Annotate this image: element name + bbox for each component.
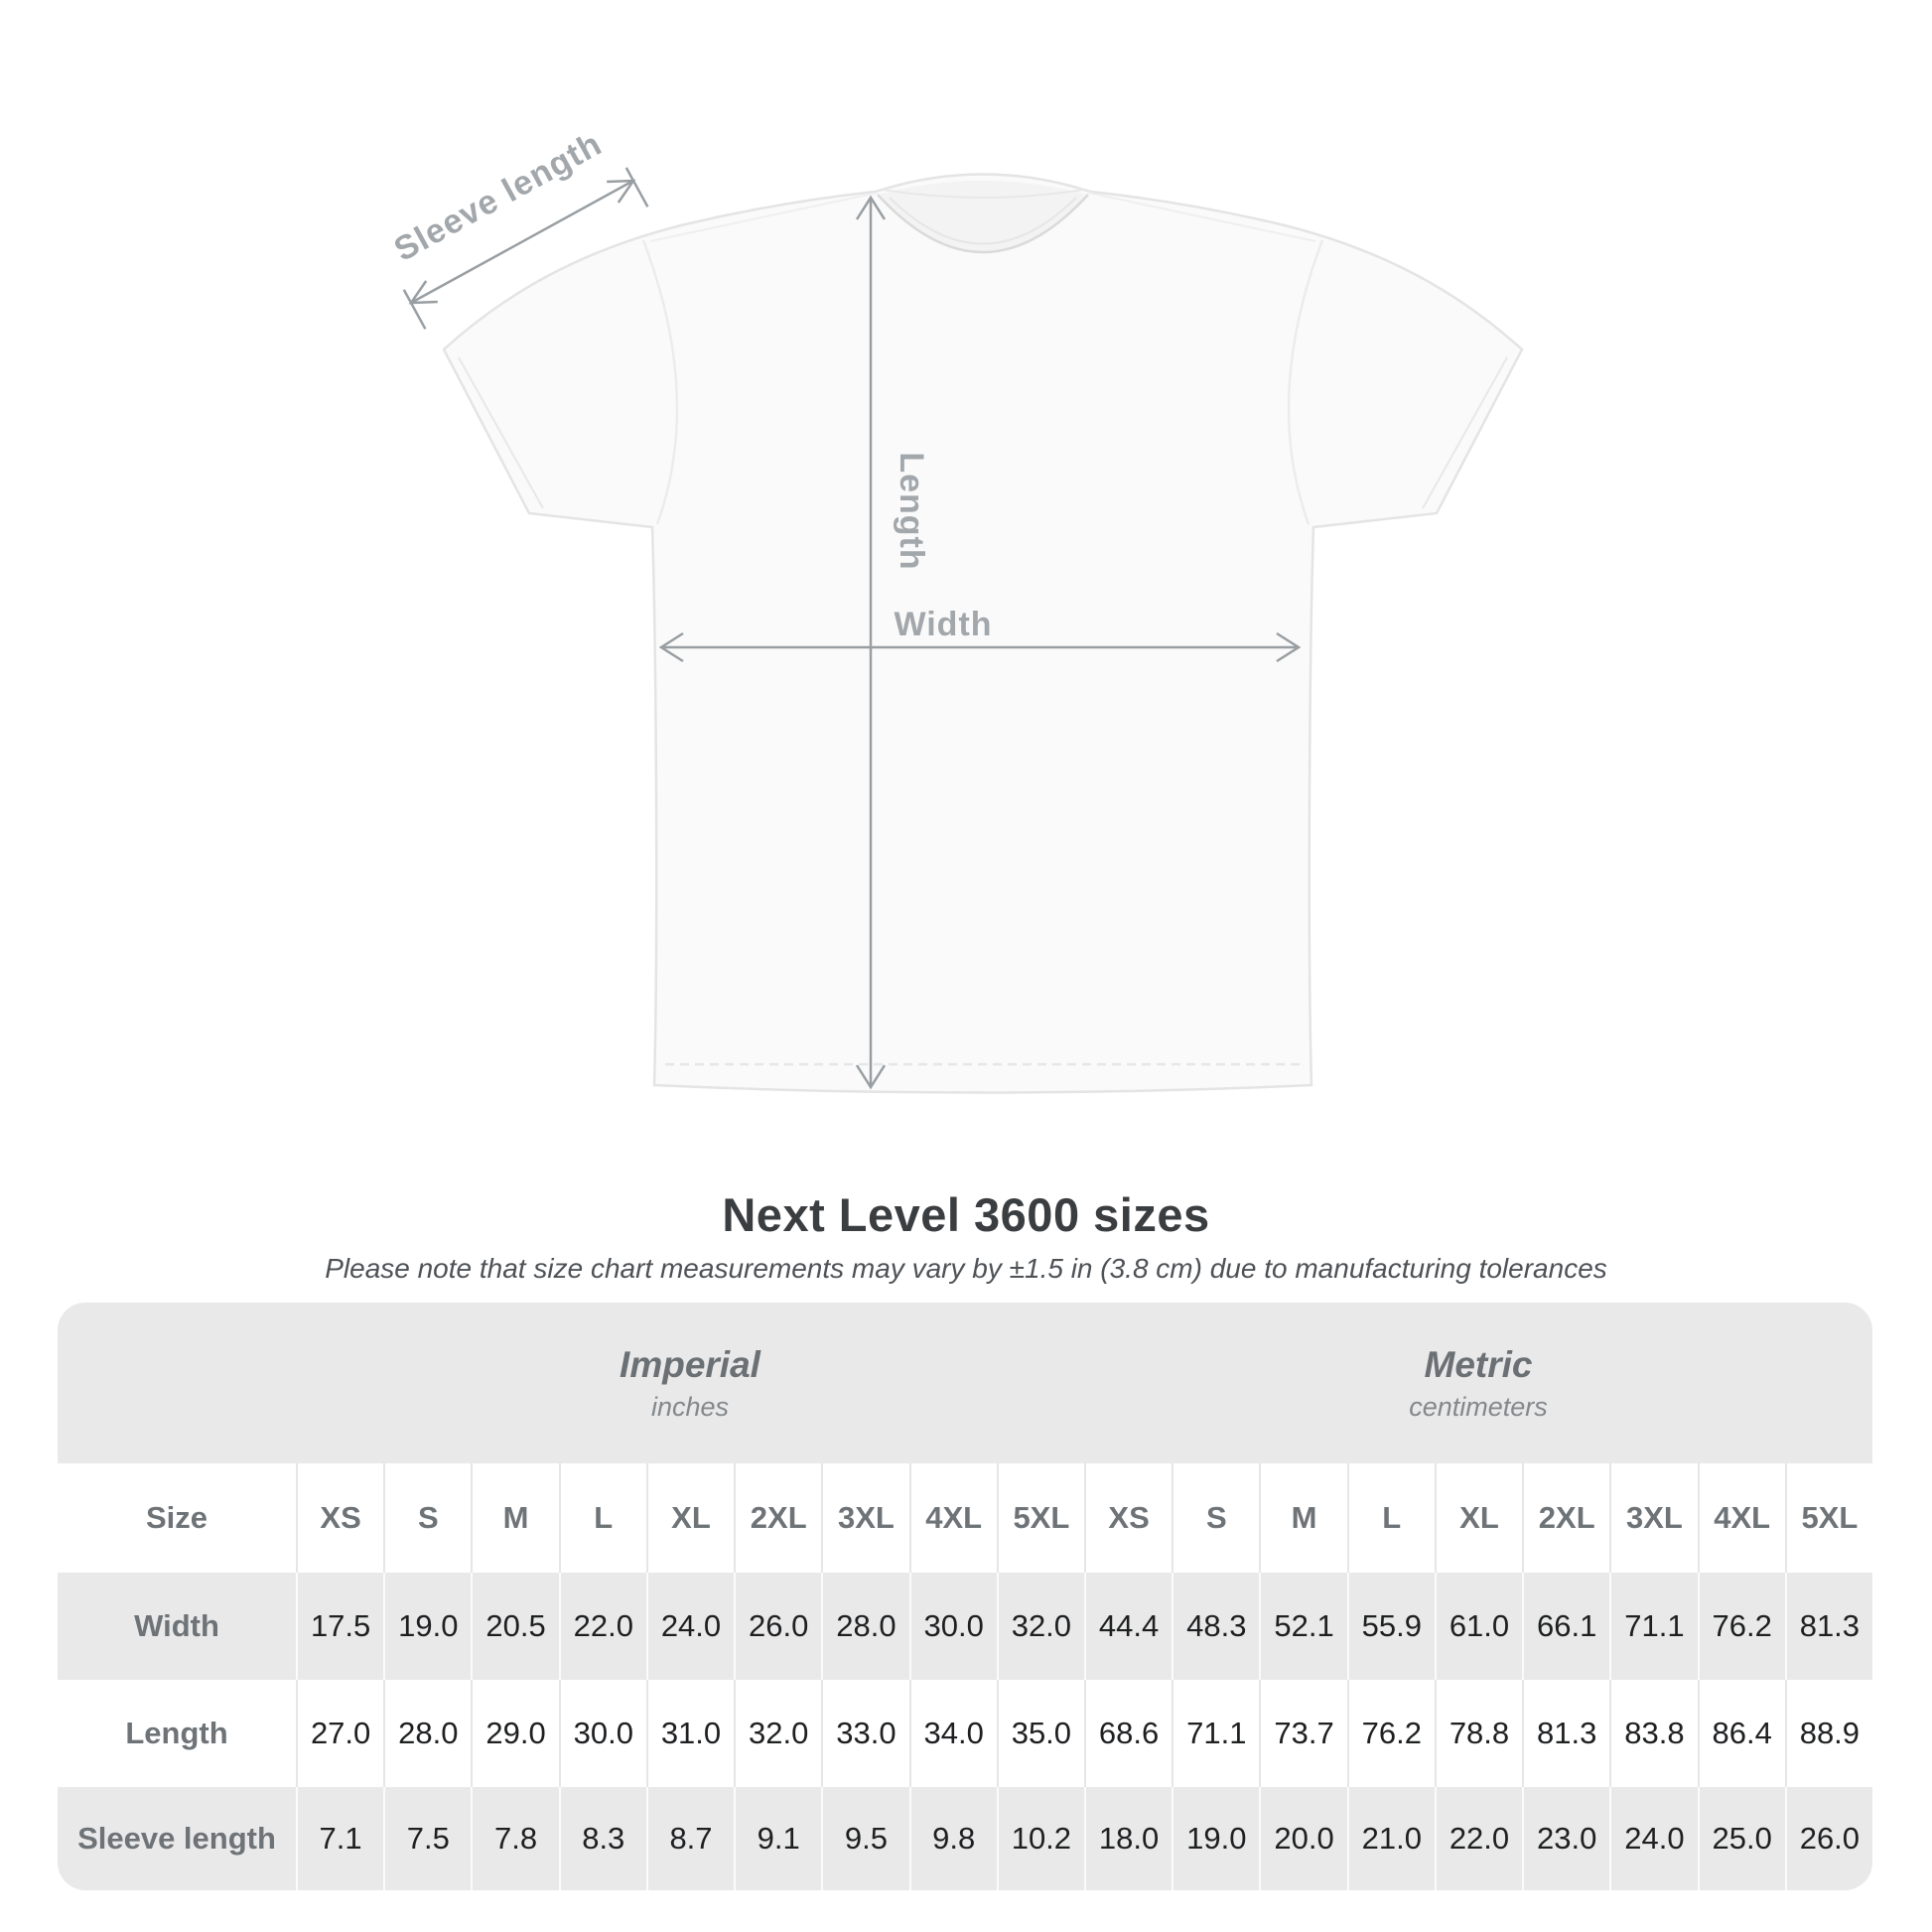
group-header-metric (1084, 1303, 1872, 1463)
size-header-cell: 3XL (821, 1463, 908, 1573)
table-cell: 44.4 (1084, 1573, 1172, 1680)
table-cell: 20.5 (471, 1573, 558, 1680)
table-row-length (58, 1680, 1872, 1787)
table-cell: 23.0 (1522, 1787, 1609, 1890)
size-header-cell: 2XL (1522, 1463, 1609, 1573)
table-cell: 71.1 (1609, 1573, 1697, 1680)
table-cell: 27.0 (296, 1680, 383, 1787)
table-cell: 7.1 (296, 1787, 383, 1890)
size-header-cell: L (559, 1463, 646, 1573)
table-row-sleeve-length (58, 1787, 1872, 1890)
length-label: Length (893, 452, 930, 571)
table-cell: 19.0 (383, 1573, 471, 1680)
table-cell: 26.0 (734, 1573, 821, 1680)
size-header-cell: L (1347, 1463, 1435, 1573)
size-header-cell: XL (1435, 1463, 1522, 1573)
width-label: Width (894, 606, 993, 643)
table-cell: 17.5 (296, 1573, 383, 1680)
table-cell: 66.1 (1522, 1573, 1609, 1680)
size-header-cell: 2XL (734, 1463, 821, 1573)
table-cell: 32.0 (997, 1573, 1084, 1680)
table-cell: 22.0 (559, 1573, 646, 1680)
table-cell: 25.0 (1698, 1787, 1785, 1890)
table-cell: 28.0 (821, 1573, 908, 1680)
table-cell: 19.0 (1172, 1787, 1259, 1890)
metric-label: Metric (1424, 1343, 1533, 1385)
table-cell: 7.5 (383, 1787, 471, 1890)
row-label: Length (125, 1716, 228, 1750)
page-subtitle: Please note that size chart measurements may vary by ±1.5 in (3.8 cm) due to manufacturing tolerances (325, 1253, 1607, 1284)
imperial-label: Imperial (620, 1343, 760, 1385)
table-cell: 24.0 (646, 1573, 734, 1680)
row-label: Width (134, 1608, 219, 1643)
group-header-imperial (296, 1303, 1084, 1463)
table-cell: 21.0 (1347, 1787, 1435, 1890)
size-header-cell: M (471, 1463, 558, 1573)
size-header-cell: S (383, 1463, 471, 1573)
unit-header-band (58, 1303, 1872, 1463)
row-label: Sleeve length (77, 1821, 276, 1856)
table-cell: 86.4 (1698, 1680, 1785, 1787)
table-cell: 76.2 (1347, 1680, 1435, 1787)
table-cell: 88.9 (1785, 1680, 1872, 1787)
table-cell: 32.0 (734, 1680, 821, 1787)
table-cell: 8.3 (559, 1787, 646, 1890)
table-cell: 31.0 (646, 1680, 734, 1787)
page-title: Next Level 3600 sizes (722, 1188, 1210, 1241)
size-header-cell: 5XL (997, 1463, 1084, 1573)
size-header-cell: 5XL (1785, 1463, 1872, 1573)
table-cell: 35.0 (997, 1680, 1084, 1787)
table-cell: 8.7 (646, 1787, 734, 1890)
size-header-cell: 3XL (1609, 1463, 1697, 1573)
size-header-row (58, 1463, 1872, 1573)
table-cell: 7.8 (471, 1787, 558, 1890)
table-cell: 24.0 (1609, 1787, 1697, 1890)
table-cell: 22.0 (1435, 1787, 1522, 1890)
table-cell: 68.6 (1084, 1680, 1172, 1787)
size-header-cell: XS (1084, 1463, 1172, 1573)
table-cell: 9.8 (909, 1787, 997, 1890)
table-cell: 34.0 (909, 1680, 997, 1787)
table-cell: 10.2 (997, 1787, 1084, 1890)
table-cell: 9.5 (821, 1787, 908, 1890)
table-row-width (58, 1573, 1872, 1680)
table-cell: 61.0 (1435, 1573, 1522, 1680)
table-cell: 78.8 (1435, 1680, 1522, 1787)
metric-unit: centimeters (1409, 1391, 1548, 1422)
table-cell: 81.3 (1522, 1680, 1609, 1787)
size-column-header: Size (145, 1500, 208, 1535)
sleeve-length-label: Sleeve length (387, 124, 609, 269)
table-cell: 9.1 (734, 1787, 821, 1890)
table-cell: 20.0 (1259, 1787, 1346, 1890)
table-cell: 81.3 (1785, 1573, 1872, 1680)
table-cell: 73.7 (1259, 1680, 1346, 1787)
table-cell: 18.0 (1084, 1787, 1172, 1890)
size-header-cell: 4XL (909, 1463, 997, 1573)
table-cell: 33.0 (821, 1680, 908, 1787)
table-cell: 71.1 (1172, 1680, 1259, 1787)
table-cell: 30.0 (559, 1680, 646, 1787)
table-cell: 30.0 (909, 1573, 997, 1680)
size-header-cell: XS (296, 1463, 383, 1573)
table-cell: 52.1 (1259, 1573, 1346, 1680)
table-cell: 55.9 (1347, 1573, 1435, 1680)
table-cell: 28.0 (383, 1680, 471, 1787)
table-cell: 48.3 (1172, 1573, 1259, 1680)
table-cell: 83.8 (1609, 1680, 1697, 1787)
size-header-cell: XL (646, 1463, 734, 1573)
table-cell: 29.0 (471, 1680, 558, 1787)
size-table (58, 1303, 1872, 1890)
table-cell: 26.0 (1785, 1787, 1872, 1890)
size-header-cell: S (1172, 1463, 1259, 1573)
imperial-unit: inches (650, 1391, 730, 1422)
table-cell: 76.2 (1698, 1573, 1785, 1680)
size-header-cell: 4XL (1698, 1463, 1785, 1573)
size-header-cell: M (1259, 1463, 1346, 1573)
